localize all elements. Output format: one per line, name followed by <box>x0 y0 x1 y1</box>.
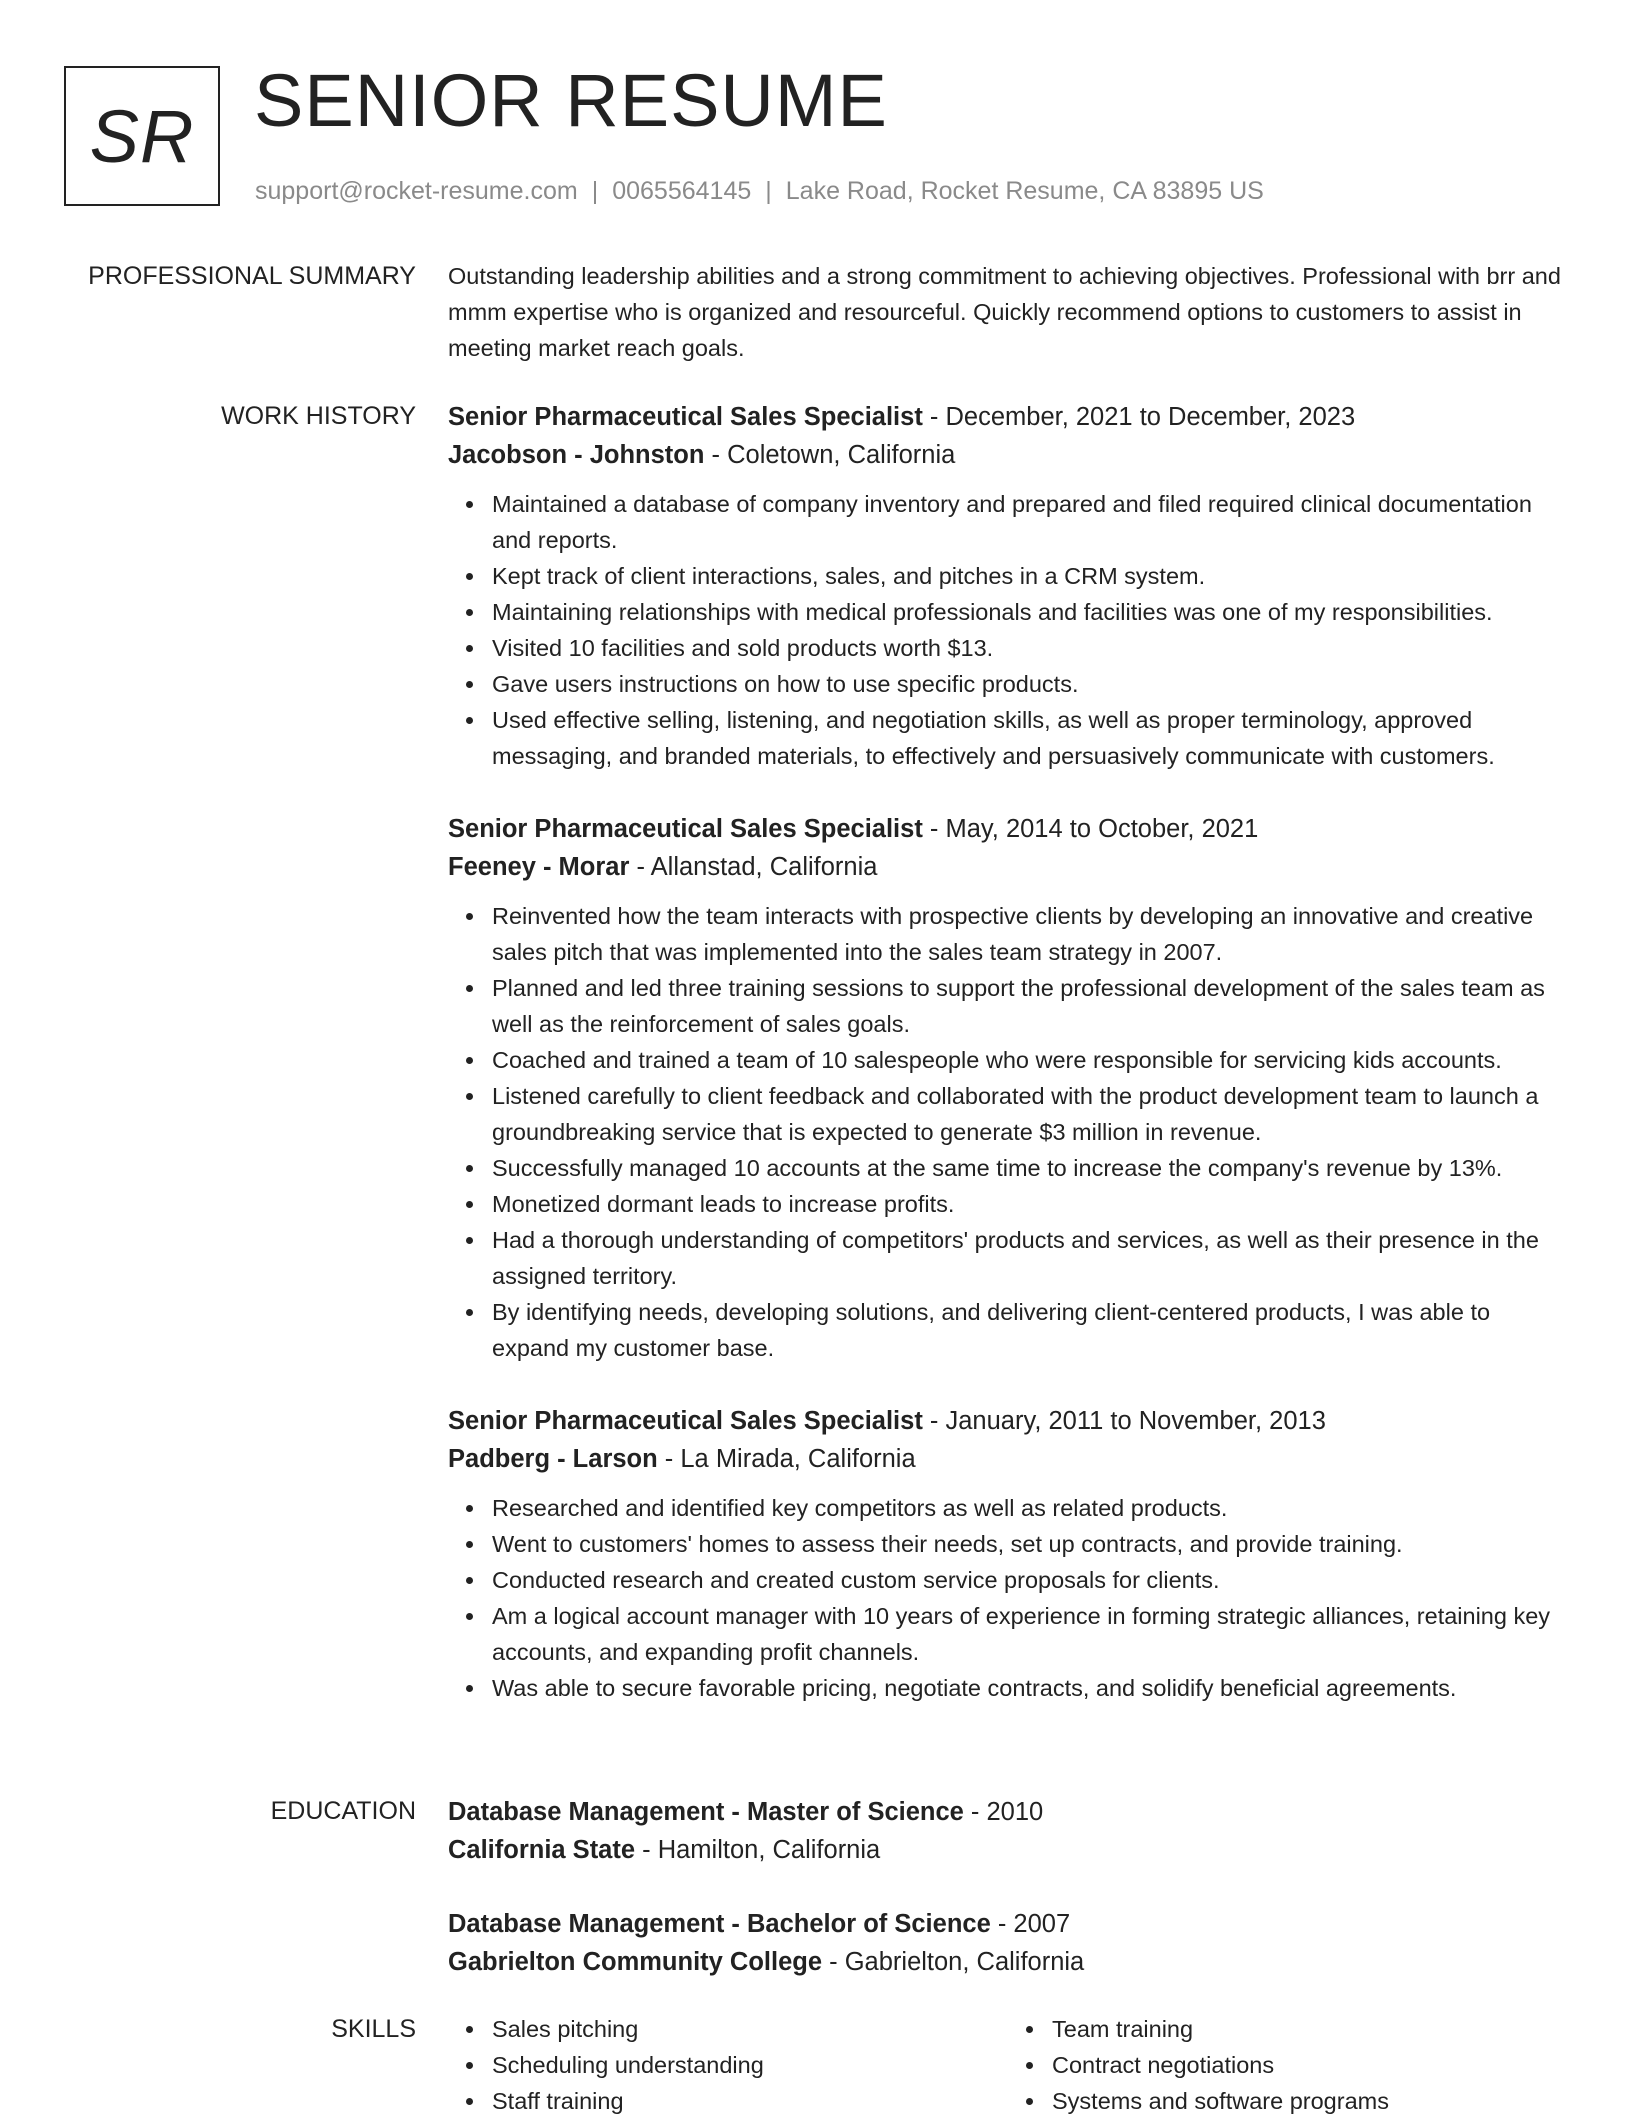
job-role: Senior Pharmaceutical Sales Specialist <box>448 403 923 431</box>
job-dates: - May, 2014 to October, 2021 <box>922 815 1259 843</box>
job-bullets <box>448 1490 1568 1706</box>
school-line <box>448 1831 1568 1869</box>
bullet-item: Gave users instructions on how to use specific products. <box>492 666 1568 702</box>
school-name: California State <box>448 1836 636 1864</box>
bullet-item: Maintained a database of company inventory and prepared and filed required clinical documentation and reports. <box>492 486 1568 558</box>
job-company-line <box>448 848 1568 886</box>
degree-line <box>448 1793 1568 1831</box>
resume-name: SENIOR RESUME <box>254 59 888 142</box>
contact-separator: | <box>591 177 599 205</box>
skills-body <box>448 2011 1568 2119</box>
skills-grid <box>448 2011 1568 2119</box>
job-dates: - December, 2021 to December, 2023 <box>922 403 1356 431</box>
bullet-item: Listened carefully to client feedback and collaborated with the product development team to launch a groundbreaking service that is expected to generate $3 million in revenue. <box>492 1078 1568 1150</box>
education-body <box>448 1793 1568 2017</box>
skills-list-left <box>448 2011 1008 2119</box>
job-company: Padberg - Larson <box>448 1445 658 1473</box>
contact-phone: 0065564145 <box>612 177 752 205</box>
school-location: - Hamilton, California <box>635 1836 881 1864</box>
job-entry <box>448 810 1568 1366</box>
bullet-item: Visited 10 facilities and sold products worth $13. <box>492 630 1568 666</box>
skill-item: Contract negotiations <box>1052 2047 1568 2083</box>
job-entry <box>448 398 1568 774</box>
bullet-item: Am a logical account manager with 10 years of experience in forming strategic alliances, retaining key accounts, and expanding profit channels. <box>492 1598 1568 1670</box>
job-dates: - January, 2011 to November, 2013 <box>922 1407 1326 1435</box>
skill-item: Sales pitching <box>492 2011 1008 2047</box>
bullet-item: Successfully managed 10 accounts at the same time to increase the company's revenue by 13%. <box>492 1150 1568 1186</box>
bullet-item: Maintaining relationships with medical professionals and facilities was one of my responsibilities. <box>492 594 1568 630</box>
degree-year: - 2010 <box>963 1798 1044 1826</box>
job-location: - Coletown, California <box>704 441 956 469</box>
job-role-line <box>448 398 1568 436</box>
bullet-item: Went to customers' homes to assess their needs, set up contracts, and provide training. <box>492 1526 1568 1562</box>
degree-name: Database Management - Master of Science <box>448 1798 964 1826</box>
degree-line <box>448 1905 1568 1943</box>
job-role: Senior Pharmaceutical Sales Specialist <box>448 815 923 843</box>
job-role-line <box>448 810 1568 848</box>
contact-separator: | <box>765 177 772 205</box>
degree-year: - 2007 <box>990 1910 1071 1938</box>
education-entry <box>448 1793 1568 1869</box>
job-bullets <box>448 486 1568 774</box>
school-line <box>448 1943 1568 1981</box>
bullet-item: Kept track of client interactions, sales, and pitches in a CRM system. <box>492 558 1568 594</box>
section-title-skills: SKILLS <box>331 2015 416 2043</box>
bullet-item: Reinvented how the team interacts with prospective clients by developing an innovative and creative sales pitch that was implemented into the sales team strategy in 2007. <box>492 898 1568 970</box>
work-history-body <box>448 398 1568 1742</box>
job-company-line <box>448 1440 1568 1478</box>
job-role: Senior Pharmaceutical Sales Specialist <box>448 1407 923 1435</box>
bullet-item: Was able to secure favorable pricing, negotiate contracts, and solidify beneficial agreements. <box>492 1670 1568 1706</box>
contact-line <box>255 174 1264 208</box>
bullet-item: Planned and led three training sessions to support the professional development of the sales team as well as the reinforcement of sales goals. <box>492 970 1568 1042</box>
bullet-item: Coached and trained a team of 10 salespeople who were responsible for servicing kids accounts. <box>492 1042 1568 1078</box>
section-title-education: EDUCATION <box>270 1797 416 1825</box>
bullet-item: Monetized dormant leads to increase profits. <box>492 1186 1568 1222</box>
bullet-item: Had a thorough understanding of competitors' products and services, as well as their presence in the assigned territory. <box>492 1222 1568 1294</box>
skill-item: Staff training <box>492 2083 1008 2119</box>
bullet-item: Conducted research and created custom service proposals for clients. <box>492 1562 1568 1598</box>
job-location: - Allanstad, California <box>629 853 878 881</box>
job-location: - La Mirada, California <box>657 1445 916 1473</box>
section-title-summary: PROFESSIONAL SUMMARY <box>88 262 416 290</box>
bullet-item: Used effective selling, listening, and negotiation skills, as well as proper terminology, approved messaging, and branded materials, to effectively and persuasively communicate with customers. <box>492 702 1568 774</box>
bullet-item: Researched and identified key competitors as well as related products. <box>492 1490 1568 1526</box>
school-location: - Gabrielton, California <box>822 1948 1085 1976</box>
education-entry <box>448 1905 1568 1981</box>
job-bullets <box>448 898 1568 1366</box>
summary-text: Outstanding leadership abilities and a strong commitment to achieving objectives. Professional with brr and mmm expertise who is organized and resourceful. Quickly recommend options to customers to assist in meeting market reach goals. <box>448 263 1561 361</box>
section-title-work: WORK HISTORY <box>221 402 416 430</box>
skill-item: Scheduling understanding <box>492 2047 1008 2083</box>
contact-address: Lake Road, Rocket Resume, CA 83895 US <box>785 177 1264 205</box>
job-company: Jacobson - Johnston <box>448 441 705 469</box>
skill-item: Systems and software programs <box>1052 2083 1568 2119</box>
job-role-line <box>448 1402 1568 1440</box>
summary-body <box>448 258 1568 366</box>
skill-item: Team training <box>1052 2011 1568 2047</box>
job-company: Feeney - Morar <box>448 853 630 881</box>
monogram-badge: SR <box>64 66 220 206</box>
job-entry <box>448 1402 1568 1706</box>
bullet-item: By identifying needs, developing solutions, and delivering client-centered products, I was able to expand my customer base. <box>492 1294 1568 1366</box>
school-name: Gabrielton Community College <box>448 1948 823 1976</box>
skills-list-right <box>1008 2011 1568 2119</box>
job-company-line <box>448 436 1568 474</box>
degree-name: Database Management - Bachelor of Science <box>448 1910 991 1938</box>
contact-email: support@rocket-resume.com <box>255 177 578 205</box>
